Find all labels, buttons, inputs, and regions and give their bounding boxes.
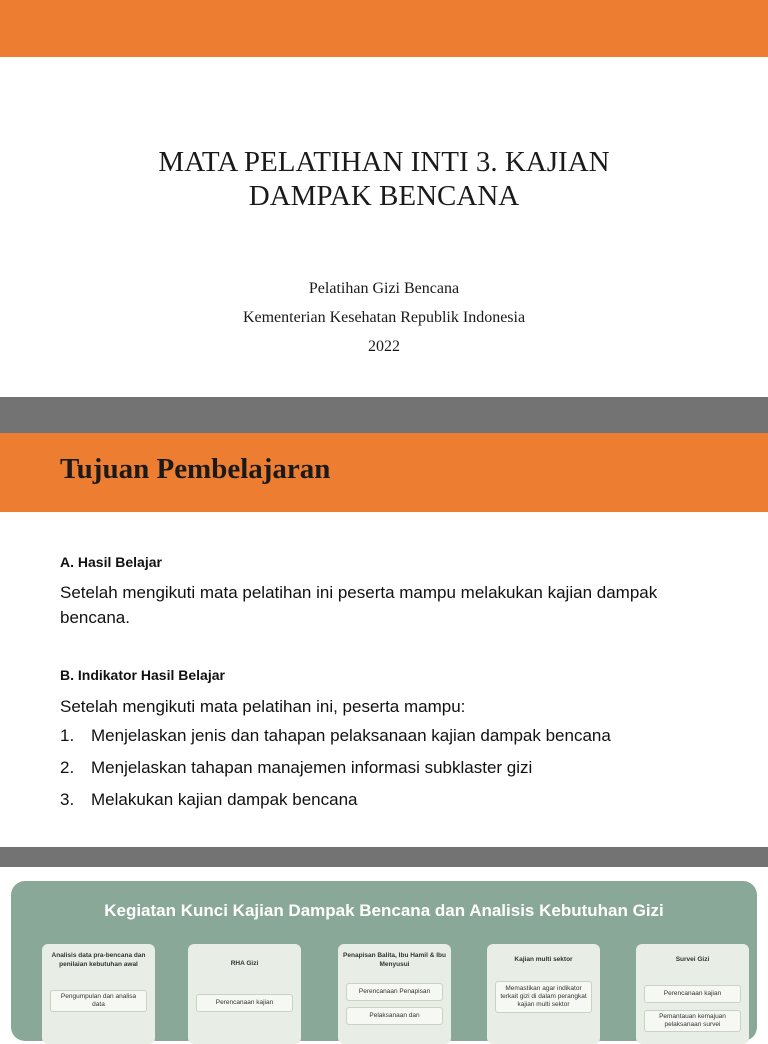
activity-card-title: Penapisan Balita, Ibu Hamil & Ibu Menyusui [343,952,446,968]
indicator-text: Menjelaskan jenis dan tahapan pelaksanaan kajian dampak bencana [91,726,611,745]
indicator-item [60,758,532,778]
indicator-text: Menjelaskan tahapan manajemen informasi subklaster gizi [91,758,533,777]
indicator-number: 3. [60,790,75,809]
key-activities-title: Kegiatan Kunci Kajian Dampak Bencana dan Analisis Kebutuhan Gizi [104,901,664,920]
section-b-heading: B. Indikator Hasil Belajar [60,667,225,683]
indicator-item [60,726,611,746]
objectives-heading: Tujuan Pembelajaran [60,453,331,485]
slide-subtitle [0,274,768,361]
activity-card-title: Survei Gizi [675,956,710,963]
slide-title [0,145,768,213]
indicator-item [60,790,358,810]
activity-card-title: Analisis data pra-bencana dan penilaian kebutuhan awal [51,952,146,968]
activity-step: Pengumpulan dan analisa data [50,990,147,1012]
activity-step: Pelaksanaan dan [346,1007,443,1025]
subtitle-ministry: Kementerian Kesehatan Republik Indonesia [242,309,526,326]
indicator-number: 1. [60,726,75,745]
activity-step: Perencanaan Penapisan [346,983,443,1001]
section-b-intro: Setelah mengikuti mata pelatihan ini, peserta mampu: [60,697,466,716]
indicator-text: Melakukan kajian dampak bencana [91,790,358,809]
objectives-slide [0,433,768,847]
activity-step: Perencanaan kajian [644,985,741,1003]
activity-card [487,944,600,1044]
activity-card [42,944,155,1044]
slide-separator [0,397,768,433]
activity-card [338,944,451,1044]
activity-step: Memastikan agar indikator terkait gizi di dalam perangkat kajian multi sektor [495,981,592,1013]
activity-card [636,944,749,1044]
activity-step: Perencanaan kajian [196,994,293,1012]
slide-title-line-2: DAMPAK BENCANA [248,180,520,212]
activity-card-title: Kajian multi sektor [514,956,573,963]
indicator-number: 2. [60,758,75,777]
section-a-heading: A. Hasil Belajar [60,554,162,570]
slide-separator [0,847,768,867]
subtitle-training: Pelatihan Gizi Bencana [308,280,460,297]
activity-card-title: RHA Gizi [230,960,259,967]
slide-title-line-1: MATA PELATIHAN INTI 3. KAJIAN [158,146,610,178]
key-activities-slide [0,867,768,1028]
activity-card [188,944,301,1044]
subtitle-year: 2022 [368,338,400,355]
activity-step: Pemantauan kemajuan pelaksanaan survei [644,1010,741,1032]
top-accent-bar [0,0,768,57]
section-a-text: Setelah mengikuti mata pelatihan ini peserta mampu melakukan kajian dampak bencana. [60,583,658,627]
title-slide [0,0,768,397]
